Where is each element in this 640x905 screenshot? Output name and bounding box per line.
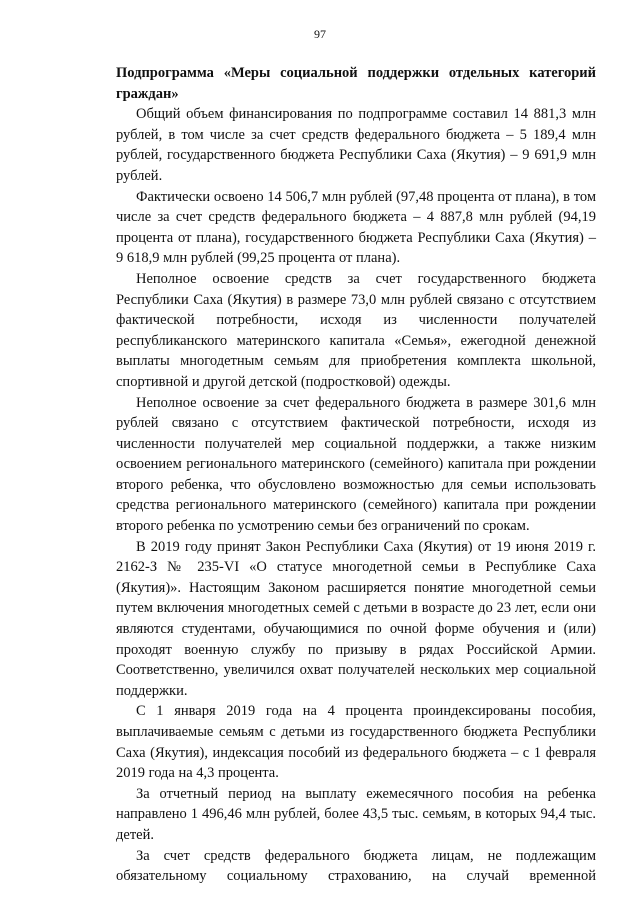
page-content xyxy=(116,63,596,887)
paragraph-child-allowance: За отчетный период на выплату ежемесячного пособия на ребенка направлено 1 496,46 млн рублей, более 43,5 тыс. семьям, в которых 94,4 тыс. детей. xyxy=(116,785,596,843)
paragraph-financing-total: Общий объем финансирования по подпрограмме составил 14 881,3 млн рублей, в том числе за счет средств федерального бюджета – 5 189,4 млн рублей, государственного бюджета Республики Саха (Якутия) – 9 691,9 млн рублей. xyxy=(116,106,596,184)
paragraph-federal-insurance: За счет средств федерального бюджета лицам, не подлежащим обязательному социальному страхованию, на случай временной xyxy=(116,847,596,885)
paragraph-large-family-law: В 2019 году принят Закон Республики Саха (Якутия) от 19 июня 2019 г. 2162-З № 235-VI «О статусе многодетной семьи в Республике Саха (Якутия)». Настоящим Законом расширяется понятие многодетной семьи путем включения многодетных семей с детьми в возрасте до 23 лет, если они являются студентами, обучающимися по очной форме обучения и (или) проходят военную службу по призыву в рядах Российской Армии. Соответственно, увеличился охват получателей нескольких мер социальной поддержки. xyxy=(116,538,596,699)
paragraph-federal-underspend: Неполное освоение за счет федерального бюджета в размере 301,6 млн рублей связано с отсутствием фактической потребности, исходя из численности получателей мер социальной поддержки, а также низким освоением регионального материнского (семейного) капитала при рождении второго ребенка, что обусловлено возможностью для семьи использовать средства регионального материнского (семейного) капитала при рождении второго ребенка по усмотрению семьи без ограничений по срокам. xyxy=(116,394,596,535)
section-heading: Подпрограмма «Меры социальной поддержки отдельных категорий граждан» xyxy=(116,65,596,102)
paragraph-regional-underspend: Неполное освоение средств за счет государственного бюджета Республики Саха (Якутия) в размере 73,0 млн рублей связано с отсутствием фактической потребности, исходя из численности получателей республиканского материнского капитала «Семья», ежегодной денежной выплаты многодетным семьям для приобретения комплекта школьной, спортивной и другой детской (подростковой) одежды. xyxy=(116,270,596,390)
paragraph-actual-spending: Фактически освоено 14 506,7 млн рублей (97,48 процента от плана), в том числе за счет средств федерального бюджета – 4 887,8 млн рублей (94,19 процента от плана), государственного бюджета Республики Саха (Якутия) – 9 618,9 млн рублей (99,25 процента от плана). xyxy=(116,188,596,267)
page-number: 97 xyxy=(314,27,326,41)
paragraph-benefit-indexation: С 1 января 2019 года на 4 процента проиндексированы пособия, выплачиваемые семьям с детьми из государственного бюджета Республики Саха (Якутия), индексация пособий из федерального бюджета – с 1 февраля 2019 года на 4,3 процента. xyxy=(116,703,596,782)
